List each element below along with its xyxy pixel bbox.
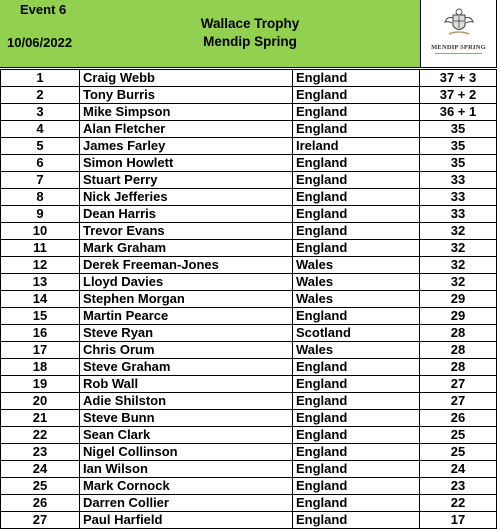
- country-cell: England: [293, 393, 420, 410]
- score-cell: 35: [420, 121, 497, 138]
- table-row: [1, 512, 497, 529]
- logo-underline: [435, 53, 482, 54]
- score-cell: 29: [420, 291, 497, 308]
- country-cell: England: [293, 427, 420, 444]
- score-cell: 33: [420, 172, 497, 189]
- country-cell: England: [293, 444, 420, 461]
- score-cell: 28: [420, 342, 497, 359]
- venue-logo: [421, 0, 497, 68]
- table-row: [1, 257, 497, 274]
- position-cell: 26: [1, 495, 80, 512]
- country-cell: England: [293, 155, 420, 172]
- name-cell: Chris Orum: [80, 342, 293, 359]
- table-row: [1, 274, 497, 291]
- name-cell: Mark Cornock: [80, 478, 293, 495]
- table-row: [1, 478, 497, 495]
- position-cell: 27: [1, 512, 80, 529]
- country-cell: England: [293, 189, 420, 206]
- country-cell: England: [293, 376, 420, 393]
- name-cell: Darren Collier: [80, 495, 293, 512]
- table-row: [1, 342, 497, 359]
- results-table: [0, 69, 497, 529]
- country-cell: England: [293, 223, 420, 240]
- header-banner: [0, 0, 421, 68]
- position-cell: 25: [1, 478, 80, 495]
- name-cell: Ian Wilson: [80, 461, 293, 478]
- score-cell: 28: [420, 325, 497, 342]
- position-cell: 20: [1, 393, 80, 410]
- name-cell: Steve Graham: [80, 359, 293, 376]
- name-cell: Stephen Morgan: [80, 291, 293, 308]
- name-cell: Derek Freeman-Jones: [80, 257, 293, 274]
- name-cell: Nigel Collinson: [80, 444, 293, 461]
- score-cell: 17: [420, 512, 497, 529]
- position-cell: 22: [1, 427, 80, 444]
- score-cell: 37 + 2: [420, 87, 497, 104]
- country-cell: England: [293, 87, 420, 104]
- name-cell: Nick Jefferies: [80, 189, 293, 206]
- score-cell: 27: [420, 393, 497, 410]
- table-row: [1, 121, 497, 138]
- name-cell: Steve Ryan: [80, 325, 293, 342]
- country-cell: England: [293, 410, 420, 427]
- name-cell: Martin Pearce: [80, 308, 293, 325]
- table-row: [1, 308, 497, 325]
- score-cell: 25: [420, 427, 497, 444]
- position-cell: 8: [1, 189, 80, 206]
- table-row: [1, 461, 497, 478]
- country-cell: England: [293, 240, 420, 257]
- crest-icon: [443, 6, 475, 42]
- score-cell: 35: [420, 155, 497, 172]
- position-cell: 18: [1, 359, 80, 376]
- country-cell: Wales: [293, 274, 420, 291]
- country-cell: England: [293, 308, 420, 325]
- country-cell: Wales: [293, 257, 420, 274]
- table-row: [1, 87, 497, 104]
- country-cell: England: [293, 104, 420, 121]
- name-cell: Mark Graham: [80, 240, 293, 257]
- position-cell: 11: [1, 240, 80, 257]
- sheet-header: [0, 0, 498, 69]
- score-cell: 28: [420, 359, 497, 376]
- country-cell: England: [293, 478, 420, 495]
- score-cell: 24: [420, 461, 497, 478]
- table-row: [1, 444, 497, 461]
- score-cell: 23: [420, 478, 497, 495]
- table-row: [1, 495, 497, 512]
- event-label: Event 6: [20, 2, 67, 17]
- table-row: [1, 206, 497, 223]
- position-cell: 17: [1, 342, 80, 359]
- position-cell: 16: [1, 325, 80, 342]
- position-cell: 1: [1, 70, 80, 87]
- position-cell: 4: [1, 121, 80, 138]
- event-date: 10/06/2022: [7, 35, 73, 50]
- name-cell: Adie Shilston: [80, 393, 293, 410]
- name-cell: Stuart Perry: [80, 172, 293, 189]
- table-row: [1, 325, 497, 342]
- table-row: [1, 223, 497, 240]
- country-cell: Scotland: [293, 325, 420, 342]
- country-cell: England: [293, 359, 420, 376]
- name-cell: Trevor Evans: [80, 223, 293, 240]
- score-cell: 22: [420, 495, 497, 512]
- score-cell: 32: [420, 274, 497, 291]
- table-row: [1, 291, 497, 308]
- country-cell: England: [293, 70, 420, 87]
- country-cell: Wales: [293, 342, 420, 359]
- country-cell: Wales: [293, 291, 420, 308]
- score-cell: 36 + 1: [420, 104, 497, 121]
- table-row: [1, 410, 497, 427]
- name-cell: Dean Harris: [80, 206, 293, 223]
- name-cell: Simon Howlett: [80, 155, 293, 172]
- score-cell: 25: [420, 444, 497, 461]
- score-cell: 32: [420, 257, 497, 274]
- score-cell: 35: [420, 138, 497, 155]
- score-cell: 29: [420, 308, 497, 325]
- score-cell: 33: [420, 189, 497, 206]
- position-cell: 2: [1, 87, 80, 104]
- country-cell: Ireland: [293, 138, 420, 155]
- position-cell: 10: [1, 223, 80, 240]
- table-row: [1, 376, 497, 393]
- table-row: [1, 189, 497, 206]
- table-row: [1, 240, 497, 257]
- position-cell: 24: [1, 461, 80, 478]
- country-cell: England: [293, 172, 420, 189]
- score-cell: 26: [420, 410, 497, 427]
- name-cell: Tony Burris: [80, 87, 293, 104]
- country-cell: England: [293, 495, 420, 512]
- name-cell: Craig Webb: [80, 70, 293, 87]
- table-row: [1, 427, 497, 444]
- name-cell: Mike Simpson: [80, 104, 293, 121]
- score-cell: 32: [420, 223, 497, 240]
- position-cell: 14: [1, 291, 80, 308]
- position-cell: 15: [1, 308, 80, 325]
- table-row: [1, 138, 497, 155]
- table-row: [1, 70, 497, 87]
- score-cell: 27: [420, 376, 497, 393]
- name-cell: Steve Bunn: [80, 410, 293, 427]
- table-row: [1, 172, 497, 189]
- score-cell: 33: [420, 206, 497, 223]
- results-body: [1, 70, 497, 529]
- position-cell: 7: [1, 172, 80, 189]
- name-cell: Lloyd Davies: [80, 274, 293, 291]
- country-cell: England: [293, 121, 420, 138]
- name-cell: Paul Harfield: [80, 512, 293, 529]
- name-cell: Alan Fletcher: [80, 121, 293, 138]
- country-cell: England: [293, 461, 420, 478]
- name-cell: Rob Wall: [80, 376, 293, 393]
- score-cell: 32: [420, 240, 497, 257]
- table-row: [1, 359, 497, 376]
- table-row: [1, 393, 497, 410]
- name-cell: James Farley: [80, 138, 293, 155]
- position-cell: 3: [1, 104, 80, 121]
- position-cell: 5: [1, 138, 80, 155]
- country-cell: England: [293, 206, 420, 223]
- position-cell: 9: [1, 206, 80, 223]
- score-cell: 37 + 3: [420, 70, 497, 87]
- position-cell: 19: [1, 376, 80, 393]
- table-row: [1, 104, 497, 121]
- position-cell: 12: [1, 257, 80, 274]
- table-row: [1, 155, 497, 172]
- position-cell: 13: [1, 274, 80, 291]
- position-cell: 6: [1, 155, 80, 172]
- country-cell: England: [293, 512, 420, 529]
- position-cell: 21: [1, 410, 80, 427]
- position-cell: 23: [1, 444, 80, 461]
- name-cell: Sean Clark: [80, 427, 293, 444]
- logo-wordmark: MENDIP SPRING: [431, 44, 486, 51]
- page-title: Wallace Trophy: [200, 16, 300, 31]
- venue-subtitle: Mendip Spring: [203, 34, 297, 49]
